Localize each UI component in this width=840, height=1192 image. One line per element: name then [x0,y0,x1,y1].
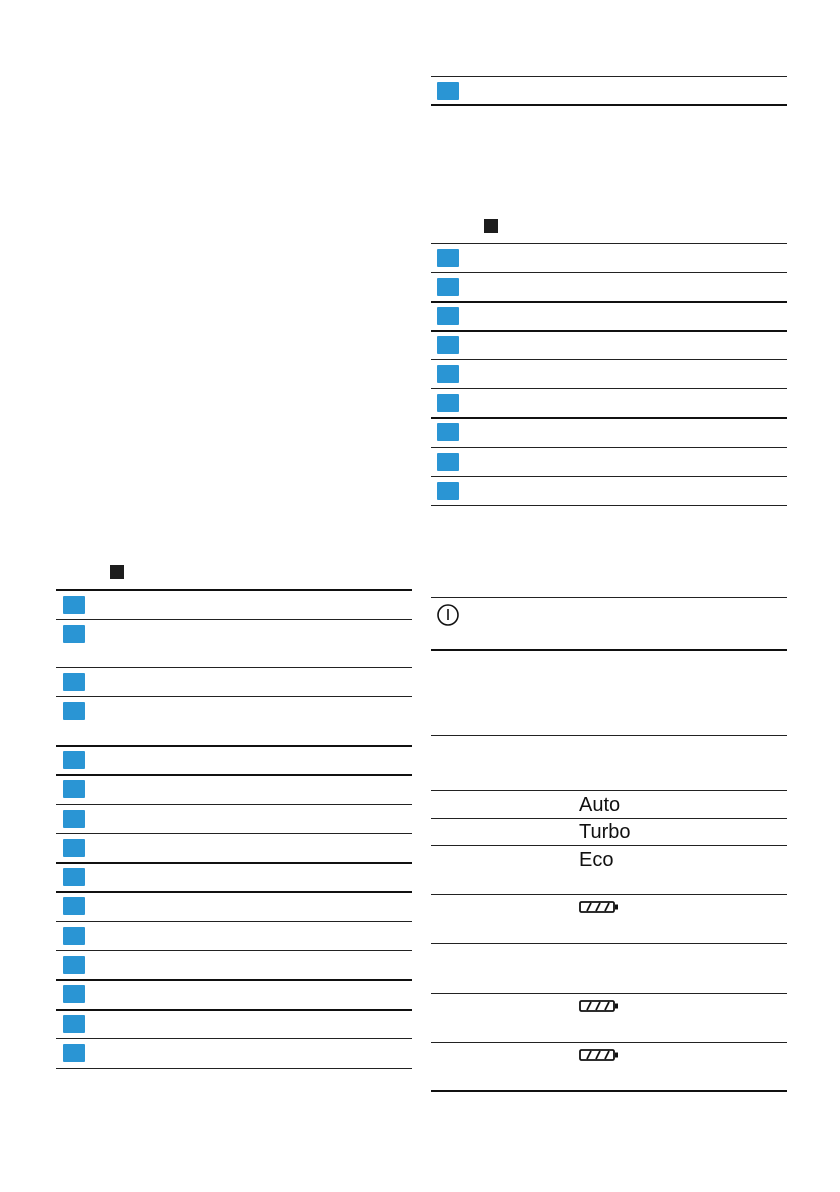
blue-marker [437,482,459,500]
table-rule [56,774,412,776]
table-rule [56,619,412,620]
table-rule [431,845,787,846]
table-rule [431,388,787,389]
table-rule [431,943,787,944]
table-rule [431,735,787,736]
blue-marker [63,810,85,828]
table-rule [431,476,787,477]
blue-marker [437,307,459,325]
table-rule [56,891,412,893]
table-rule [431,330,787,332]
blue-marker [63,1015,85,1033]
section-marker [484,219,498,233]
blue-marker [63,751,85,769]
table-rule [56,667,412,668]
table-rule [56,696,412,697]
mode-turbo-label: Turbo [579,821,631,843]
table-rule [431,790,787,791]
table-rule [56,833,412,834]
table-rule [431,597,787,598]
blue-marker [63,927,85,945]
table-rule [431,505,787,506]
blue-marker [437,336,459,354]
blue-marker [437,365,459,383]
table-rule [431,1042,787,1043]
blue-marker [63,956,85,974]
blue-marker [437,394,459,412]
table-rule [56,862,412,864]
table-rule [431,894,787,895]
blue-marker [63,673,85,691]
table-rule [431,993,787,994]
table-rule [56,1009,412,1011]
blue-marker [437,423,459,441]
blue-marker [63,985,85,1003]
table-rule [56,950,412,951]
table-rule [56,921,412,922]
table-rule [56,745,412,747]
row-rule [431,76,787,77]
table-rule [431,359,787,360]
row-rule [431,104,787,106]
table-rule [56,589,412,591]
mode-auto-label: Auto [579,794,621,816]
blue-marker [63,897,85,915]
battery-icon [579,1049,619,1061]
blue-marker [437,278,459,296]
table-rule [431,649,787,651]
blue-marker [63,868,85,886]
mode-eco-label: Eco [579,849,614,871]
table-rule [431,301,787,303]
battery-icon [579,1000,619,1012]
table-rule [56,1068,412,1069]
blue-marker [437,249,459,267]
blue-marker [63,625,85,643]
table-rule [431,1090,787,1092]
blue-marker [63,702,85,720]
table-rule [431,243,787,244]
blue-marker [437,453,459,471]
table-rule [56,1038,412,1039]
blue-marker [63,596,85,614]
blue-marker [63,1044,85,1062]
blue-marker [63,839,85,857]
table-rule [56,979,412,981]
blue-marker [437,82,459,100]
table-rule [431,818,787,819]
table-rule [431,417,787,419]
table-rule [431,447,787,448]
blue-marker [63,780,85,798]
battery-icon [579,901,619,913]
table-rule [431,272,787,273]
power-icon [436,603,460,627]
section-marker [110,565,124,579]
table-rule [56,804,412,805]
